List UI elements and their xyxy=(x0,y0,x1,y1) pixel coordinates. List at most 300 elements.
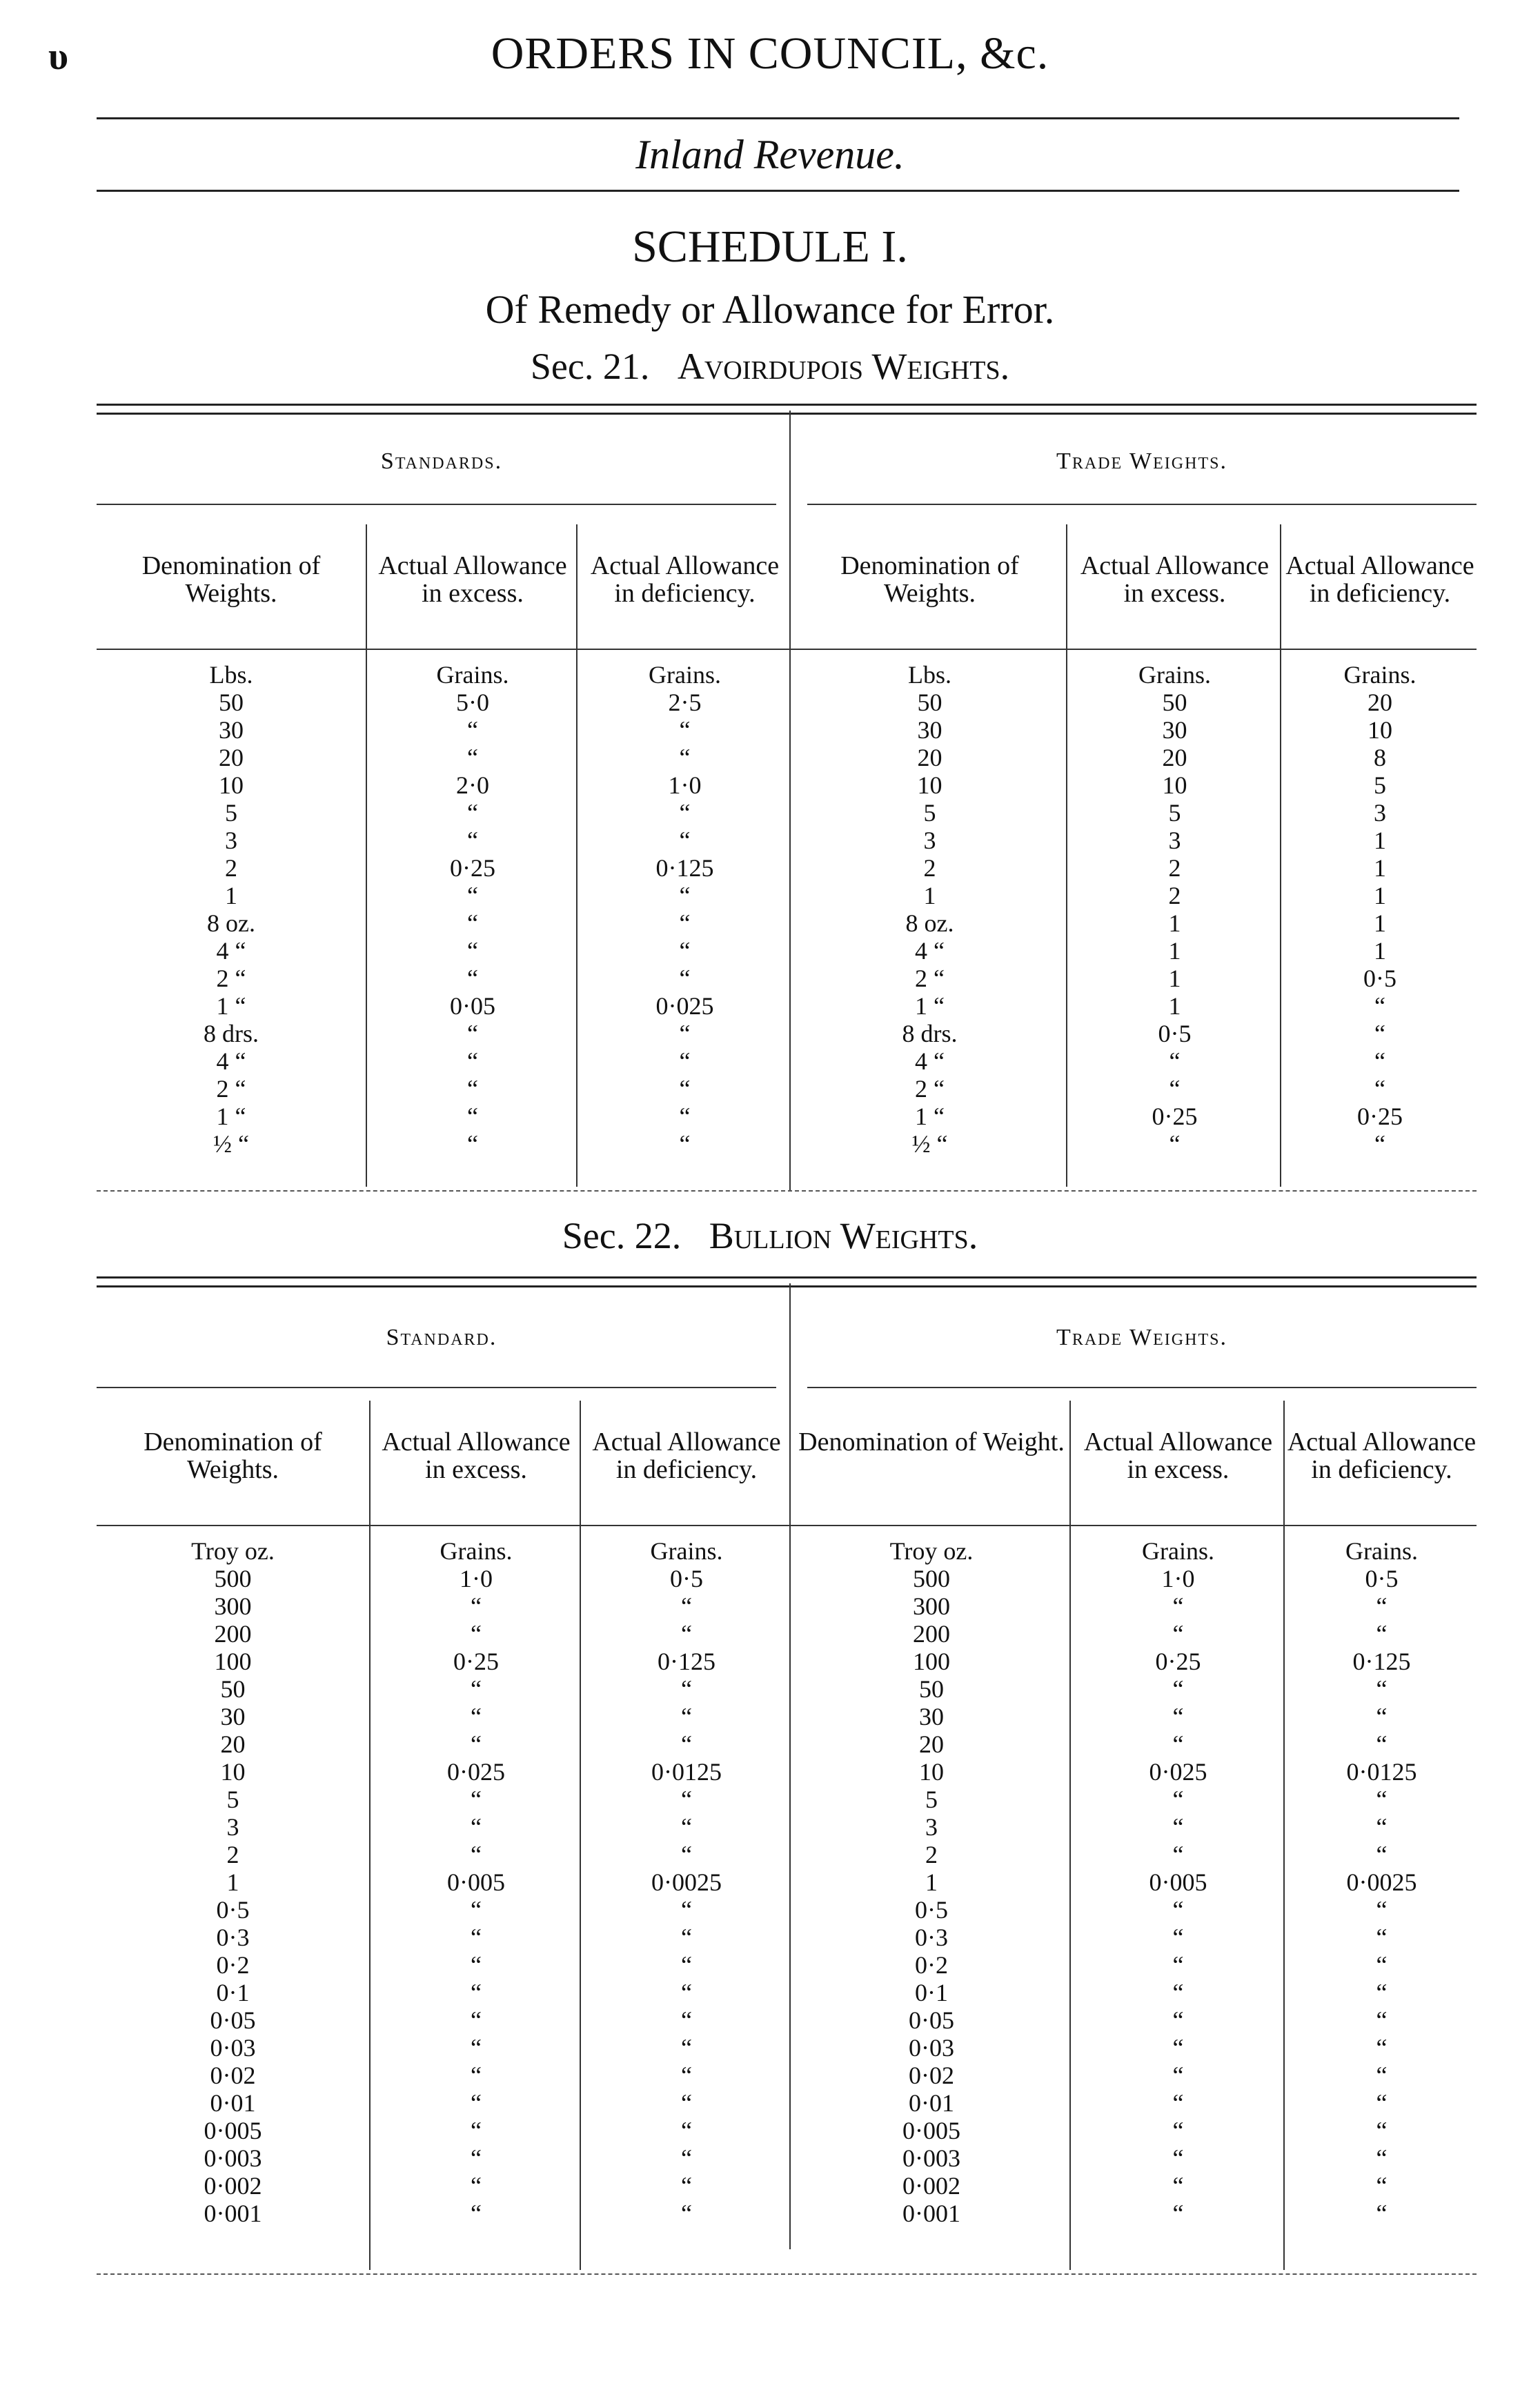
table-cell: 0·025 xyxy=(1149,1758,1207,1786)
table-cell: 1 xyxy=(1374,937,1386,965)
table-cell: “ xyxy=(681,1951,692,1979)
table-cell: 0·2 xyxy=(216,1951,250,1979)
table-cell: 0·1 xyxy=(216,1979,250,2006)
table-cell: “ xyxy=(1374,992,1385,1020)
table-cell: 0·02 xyxy=(210,2062,256,2089)
table-cell: 300 xyxy=(913,1592,950,1620)
table-cell: “ xyxy=(1172,1924,1184,1951)
table-cell: “ xyxy=(1376,1841,1388,1868)
table-cell: “ xyxy=(1376,1979,1388,2006)
table-cell: 50 xyxy=(1162,689,1187,716)
table-cell: 1 xyxy=(226,1868,239,1896)
sec22-colhead-denomination-trade: Denomination of Weight. xyxy=(798,1428,1065,1457)
table-cell: 1 xyxy=(1168,937,1181,965)
table-cell: 3 xyxy=(925,1813,938,1841)
sec21-colhead-deficiency-trade: Actual Allowance in deficiency. xyxy=(1285,551,1474,608)
table-cell: “ xyxy=(1374,1020,1385,1047)
table-cell: 0·5 xyxy=(1365,1565,1399,1592)
table-cell: “ xyxy=(467,1020,478,1047)
table-cell: 20 xyxy=(219,744,244,771)
table-cell: “ xyxy=(679,882,691,909)
table-cell: 30 xyxy=(917,716,942,744)
table-cell: Grains. xyxy=(649,661,721,689)
table-cell: 4 “ xyxy=(216,937,246,965)
sec22-divider-2 xyxy=(580,1401,581,2270)
table-cell: “ xyxy=(1374,1047,1385,1075)
table-cell: “ xyxy=(1169,1075,1181,1103)
sec21-group-rule-left xyxy=(97,504,776,505)
table-cell: “ xyxy=(1376,2172,1388,2200)
table-cell: “ xyxy=(467,799,478,827)
table-cell: “ xyxy=(471,1730,482,1758)
table-cell: “ xyxy=(1376,1951,1388,1979)
table-cell: “ xyxy=(467,1075,478,1103)
table-cell: “ xyxy=(681,1620,692,1648)
table-cell: “ xyxy=(1172,2062,1184,2089)
table-cell: 0·0025 xyxy=(651,1868,722,1896)
table-cell: 2 “ xyxy=(915,965,945,992)
table-cell: 5 xyxy=(923,799,936,827)
table-cell: “ xyxy=(471,1620,482,1648)
sec21-col-deficiency-std xyxy=(580,661,790,1158)
table-cell: 10 xyxy=(917,771,942,799)
table-cell: “ xyxy=(1172,2200,1184,2227)
table-cell: Grains. xyxy=(1142,1537,1214,1565)
sec22-table xyxy=(97,1325,1477,2277)
table-cell: “ xyxy=(1172,1896,1184,1924)
sec22-divider-4 xyxy=(1283,1401,1285,2270)
table-cell: “ xyxy=(1172,1703,1184,1730)
table-cell: 2·5 xyxy=(668,689,702,716)
table-cell: “ xyxy=(1376,2062,1388,2089)
table-cell: “ xyxy=(471,1841,482,1868)
table-cell: Grains. xyxy=(1343,661,1416,689)
table-cell: 0·05 xyxy=(210,2006,256,2034)
table-cell: 2 xyxy=(925,1841,938,1868)
table-cell: “ xyxy=(467,1130,478,1158)
table-cell: 1 xyxy=(1168,965,1181,992)
sec21-heading-prefix: Sec. 21. xyxy=(530,346,650,387)
table-cell: “ xyxy=(471,1896,482,1924)
table-cell: 0·005 xyxy=(447,1868,505,1896)
table-cell: 20 xyxy=(1162,744,1187,771)
table-cell: 5 xyxy=(225,799,237,827)
table-cell: 20 xyxy=(919,1730,944,1758)
table-cell: Grains. xyxy=(436,661,509,689)
section-name: Inland Revenue. xyxy=(635,132,905,177)
table-cell: “ xyxy=(679,1020,691,1047)
sec21-head-rule xyxy=(97,649,1477,650)
sec21-colhead-deficiency-std: Actual Allowance in deficiency. xyxy=(590,551,780,608)
sec22-group-standard: Standard. xyxy=(386,1325,497,1350)
table-cell: “ xyxy=(681,2144,692,2172)
table-cell: “ xyxy=(1376,1813,1388,1841)
table-cell: ½ “ xyxy=(213,1130,249,1158)
table-cell: “ xyxy=(471,2172,482,2200)
sec22-double-rule xyxy=(97,1276,1477,1287)
table-cell: 1 xyxy=(923,882,936,909)
table-cell: 50 xyxy=(220,1675,246,1703)
table-cell: “ xyxy=(1172,2144,1184,2172)
table-cell: “ xyxy=(471,1813,482,1841)
table-cell: 50 xyxy=(219,689,244,716)
table-cell: 2 xyxy=(923,854,936,882)
table-cell: “ xyxy=(681,2117,692,2144)
table-cell: “ xyxy=(1376,1896,1388,1924)
table-cell: 0·5 xyxy=(216,1896,250,1924)
table-cell: “ xyxy=(467,882,478,909)
running-title: ORDERS IN COUNCIL, &c. xyxy=(491,28,1049,79)
table-cell: 10 xyxy=(219,771,244,799)
table-cell: 200 xyxy=(913,1620,950,1648)
sec21-colhead-excess-std: Actual Allowance in excess. xyxy=(378,551,567,608)
table-cell: 1 xyxy=(1168,992,1181,1020)
table-cell: “ xyxy=(679,937,691,965)
table-cell: “ xyxy=(679,965,691,992)
sec22-divider-3 xyxy=(1069,1401,1071,2270)
table-cell: Grains. xyxy=(1345,1537,1418,1565)
table-cell: “ xyxy=(467,965,478,992)
table-cell: “ xyxy=(467,827,478,854)
sec21-col-denomination-std xyxy=(97,661,366,1158)
sec21-colhead-excess-trade: Actual Allowance in excess. xyxy=(1080,551,1270,608)
sec22-colhead-deficiency-trade: Actual Allowance in deficiency. xyxy=(1287,1428,1477,1484)
table-cell: 4 “ xyxy=(216,1047,246,1075)
schedule-subtitle: Of Remedy or Allowance for Error. xyxy=(485,287,1055,332)
table-cell: 8 oz. xyxy=(207,909,255,937)
sec22-col-denomination-trade xyxy=(793,1537,1069,2227)
table-cell: 50 xyxy=(919,1675,944,1703)
table-cell: “ xyxy=(1376,2200,1388,2227)
sec21-col-deficiency-trade xyxy=(1283,661,1477,1158)
sec22-group-trade: Trade Weights. xyxy=(1056,1325,1227,1350)
table-cell: 0·001 xyxy=(204,2200,262,2227)
table-cell: “ xyxy=(1376,1620,1388,1648)
table-cell: “ xyxy=(1172,2172,1184,2200)
table-cell: “ xyxy=(471,2034,482,2062)
table-cell: “ xyxy=(681,2200,692,2227)
table-cell: 0·5 xyxy=(1363,965,1396,992)
table-cell: “ xyxy=(471,2144,482,2172)
table-cell: 0·025 xyxy=(655,992,714,1020)
table-cell: 0·25 xyxy=(450,854,495,882)
table-cell: “ xyxy=(1376,1675,1388,1703)
sec21-divider-3 xyxy=(1066,524,1067,1187)
sec21-colhead-denomination-trade: Denomination of Weights. xyxy=(840,551,1019,608)
table-cell: 2 “ xyxy=(216,965,246,992)
table-cell: 1 “ xyxy=(915,992,945,1020)
sec22-colhead-denomination-std: Denomination of Weights. xyxy=(144,1428,322,1484)
table-cell: “ xyxy=(679,827,691,854)
table-cell: “ xyxy=(1374,1130,1385,1158)
table-cell: 0·001 xyxy=(902,2200,960,2227)
table-cell: 0·003 xyxy=(204,2144,262,2172)
table-cell: “ xyxy=(1376,1786,1388,1813)
table-cell: 0·005 xyxy=(1149,1868,1207,1896)
table-cell: 0·5 xyxy=(1158,1020,1192,1047)
table-cell: 0·005 xyxy=(204,2117,262,2144)
table-cell: Grains. xyxy=(650,1537,723,1565)
table-cell: “ xyxy=(1172,1841,1184,1868)
table-cell: Lbs. xyxy=(908,661,951,689)
sec22-heading-name: Bullion Weights. xyxy=(709,1215,978,1256)
table-cell: “ xyxy=(681,2062,692,2089)
table-cell: 300 xyxy=(214,1592,252,1620)
table-cell: 30 xyxy=(219,716,244,744)
table-cell: 8 drs. xyxy=(902,1020,958,1047)
table-cell: “ xyxy=(467,1103,478,1130)
schedule-title: SCHEDULE I. xyxy=(632,221,908,272)
table-cell: 0·01 xyxy=(210,2089,256,2117)
table-cell: 0·002 xyxy=(204,2172,262,2200)
table-cell: 2 “ xyxy=(216,1075,246,1103)
sec21-divider-4 xyxy=(1280,524,1281,1187)
table-cell: “ xyxy=(467,716,478,744)
sec21-colhead-denomination-std: Denomination of Weights. xyxy=(141,551,321,608)
table-cell: “ xyxy=(1376,1924,1388,1951)
table-cell: “ xyxy=(1169,1130,1181,1158)
table-cell: 1·0 xyxy=(668,771,702,799)
table-cell: 3 xyxy=(1374,799,1386,827)
table-cell: 3 xyxy=(1168,827,1181,854)
sec21-col-denomination-trade xyxy=(793,661,1066,1158)
table-cell: “ xyxy=(471,1924,482,1951)
table-cell: “ xyxy=(1172,1786,1184,1813)
table-cell: 8 oz. xyxy=(905,909,954,937)
table-cell: “ xyxy=(681,1703,692,1730)
table-cell: 2 xyxy=(225,854,237,882)
table-cell: “ xyxy=(471,1703,482,1730)
table-cell: 0·002 xyxy=(902,2172,960,2200)
table-cell: Grains. xyxy=(1138,661,1211,689)
table-cell: 100 xyxy=(214,1648,252,1675)
table-cell: “ xyxy=(471,1786,482,1813)
sec21-table xyxy=(97,448,1477,1194)
table-cell: “ xyxy=(1376,2089,1388,2117)
table-cell: “ xyxy=(681,1730,692,1758)
table-cell: 0·25 xyxy=(1155,1648,1201,1675)
table-cell: Lbs. xyxy=(209,661,253,689)
table-cell: 100 xyxy=(913,1648,950,1675)
table-cell: Grains. xyxy=(440,1537,513,1565)
table-cell: “ xyxy=(1172,1979,1184,2006)
table-cell: “ xyxy=(681,1841,692,1868)
table-cell: “ xyxy=(471,2200,482,2227)
table-cell: “ xyxy=(679,1130,691,1158)
table-cell: 2 xyxy=(1168,854,1181,882)
table-cell: 1 “ xyxy=(216,992,246,1020)
table-cell: “ xyxy=(1172,2089,1184,2117)
table-cell: “ xyxy=(681,2089,692,2117)
table-cell: “ xyxy=(1376,2034,1388,2062)
sec21-divider-2 xyxy=(576,524,578,1187)
table-cell: “ xyxy=(681,2172,692,2200)
table-cell: 0·25 xyxy=(1357,1103,1403,1130)
table-cell: 3 xyxy=(226,1813,239,1841)
table-cell: “ xyxy=(1376,2006,1388,2034)
table-cell: “ xyxy=(681,1786,692,1813)
table-cell: 1 xyxy=(1168,909,1181,937)
table-cell: 200 xyxy=(214,1620,252,1648)
table-cell: 5 xyxy=(1374,771,1386,799)
table-cell: Troy oz. xyxy=(191,1537,275,1565)
table-cell: 0·03 xyxy=(210,2034,256,2062)
sec22-divider-1 xyxy=(369,1401,371,2270)
table-cell: 20 xyxy=(220,1730,246,1758)
sec22-heading-prefix: Sec. 22. xyxy=(562,1215,682,1256)
table-cell: 0·5 xyxy=(915,1896,948,1924)
table-cell: 30 xyxy=(220,1703,246,1730)
page-number: υ xyxy=(48,35,69,78)
table-cell: 10 xyxy=(220,1758,246,1786)
table-cell: 0·3 xyxy=(216,1924,250,1951)
sec22-colhead-excess-trade: Actual Allowance in excess. xyxy=(1083,1428,1273,1484)
table-cell: “ xyxy=(1172,2034,1184,2062)
rule-under-section xyxy=(97,190,1459,192)
sec21-col-excess-std xyxy=(369,661,576,1158)
sec21-heading-name: Avoirdupois Weights. xyxy=(677,346,1010,387)
table-cell: “ xyxy=(471,1675,482,1703)
sec21-heading xyxy=(0,345,1540,388)
table-cell: “ xyxy=(681,1896,692,1924)
table-cell: 1 xyxy=(1374,909,1386,937)
table-cell: “ xyxy=(1172,1675,1184,1703)
table-cell: “ xyxy=(679,1047,691,1075)
table-cell: 0·125 xyxy=(658,1648,715,1675)
sec21-group-trade: Trade Weights. xyxy=(1056,448,1227,474)
sec21-group-standards: Standards. xyxy=(380,448,503,474)
table-cell: “ xyxy=(1172,1813,1184,1841)
table-cell: “ xyxy=(467,1047,478,1075)
sec22-head-rule xyxy=(97,1525,1477,1526)
table-cell: “ xyxy=(1376,1703,1388,1730)
table-cell: “ xyxy=(471,2089,482,2117)
table-cell: “ xyxy=(1172,1951,1184,1979)
table-cell: “ xyxy=(679,716,691,744)
sec22-col-deficiency-trade xyxy=(1287,1537,1477,2227)
table-cell: 2 xyxy=(1168,882,1181,909)
table-cell: “ xyxy=(1172,1620,1184,1648)
table-cell: 1 xyxy=(1374,854,1386,882)
sec21-col-excess-trade xyxy=(1069,661,1280,1158)
table-cell: 0·3 xyxy=(915,1924,948,1951)
table-cell: 2 “ xyxy=(915,1075,945,1103)
table-cell: 0·003 xyxy=(902,2144,960,2172)
table-cell: 10 xyxy=(919,1758,944,1786)
table-cell: 3 xyxy=(225,827,237,854)
sec21-double-rule xyxy=(97,404,1477,415)
table-cell: 20 xyxy=(917,744,942,771)
table-cell: “ xyxy=(471,1592,482,1620)
table-cell: 0·005 xyxy=(902,2117,960,2144)
table-cell: 0·0125 xyxy=(1346,1758,1417,1786)
table-cell: 1 xyxy=(1374,827,1386,854)
table-cell: 0·5 xyxy=(670,1565,703,1592)
table-cell: 0·25 xyxy=(453,1648,499,1675)
table-cell: 5·0 xyxy=(456,689,489,716)
sec22-col-deficiency-std xyxy=(583,1537,790,2227)
table-cell: “ xyxy=(471,2117,482,2144)
table-cell: 5 xyxy=(1168,799,1181,827)
table-cell: 0·01 xyxy=(909,2089,954,2117)
table-cell: 8 xyxy=(1374,744,1386,771)
table-cell: 0·125 xyxy=(1352,1648,1411,1675)
table-cell: “ xyxy=(471,1979,482,2006)
table-cell: “ xyxy=(681,1675,692,1703)
table-cell: “ xyxy=(467,937,478,965)
table-cell: 4 “ xyxy=(915,1047,945,1075)
table-cell: “ xyxy=(1376,1592,1388,1620)
table-cell: 1 xyxy=(925,1868,938,1896)
table-cell: “ xyxy=(681,2006,692,2034)
table-cell: “ xyxy=(679,1075,691,1103)
table-cell: 1 xyxy=(225,882,237,909)
table-cell: 10 xyxy=(1162,771,1187,799)
table-cell: 4 “ xyxy=(915,937,945,965)
table-cell: “ xyxy=(681,1924,692,1951)
table-cell: “ xyxy=(467,909,478,937)
table-cell: 5 xyxy=(226,1786,239,1813)
sec22-colhead-excess-std: Actual Allowance in excess. xyxy=(382,1428,571,1484)
table-cell: “ xyxy=(1169,1047,1181,1075)
sec21-group-rule-right xyxy=(807,504,1477,505)
table-cell: 0·0025 xyxy=(1346,1868,1417,1896)
sec21-bottom-rule xyxy=(97,1190,1477,1192)
table-cell: 30 xyxy=(919,1703,944,1730)
table-cell: “ xyxy=(1172,2006,1184,2034)
table-cell: 2 xyxy=(226,1841,239,1868)
table-cell: 1·0 xyxy=(1161,1565,1195,1592)
table-cell: 3 xyxy=(923,827,936,854)
table-cell: “ xyxy=(679,744,691,771)
sec22-bottom-rule xyxy=(97,2273,1477,2275)
table-cell: 10 xyxy=(1368,716,1392,744)
table-cell: 5 xyxy=(925,1786,938,1813)
table-cell: 0·05 xyxy=(909,2006,954,2034)
table-cell: 50 xyxy=(917,689,942,716)
sec22-col-excess-std xyxy=(373,1537,580,2227)
table-cell: “ xyxy=(1172,1730,1184,1758)
table-cell: ½ “ xyxy=(911,1130,948,1158)
table-cell: 0·02 xyxy=(909,2062,954,2089)
table-cell: 500 xyxy=(913,1565,950,1592)
table-cell: “ xyxy=(471,2006,482,2034)
table-cell: 30 xyxy=(1162,716,1187,744)
sec22-group-rule-left xyxy=(97,1387,776,1388)
table-cell: 1·0 xyxy=(460,1565,493,1592)
sec21-divider-1 xyxy=(366,524,367,1187)
table-cell: 1 “ xyxy=(915,1103,945,1130)
sec22-heading xyxy=(0,1214,1540,1257)
table-cell: “ xyxy=(681,1592,692,1620)
table-cell: “ xyxy=(1374,1075,1385,1103)
table-cell: 0·25 xyxy=(1152,1103,1198,1130)
table-cell: “ xyxy=(471,1951,482,1979)
table-cell: 20 xyxy=(1368,689,1392,716)
table-cell: 0·025 xyxy=(447,1758,505,1786)
table-cell: “ xyxy=(1376,2117,1388,2144)
table-cell: 0·03 xyxy=(909,2034,954,2062)
table-cell: “ xyxy=(681,1813,692,1841)
table-cell: 1 xyxy=(1374,882,1386,909)
table-cell: “ xyxy=(1172,2117,1184,2144)
table-cell: “ xyxy=(679,799,691,827)
table-cell: 0·1 xyxy=(915,1979,948,2006)
sec22-col-denomination-std xyxy=(97,1537,369,2227)
table-cell: “ xyxy=(681,2034,692,2062)
table-cell: “ xyxy=(679,1103,691,1130)
sec22-group-rule-right xyxy=(807,1387,1477,1388)
